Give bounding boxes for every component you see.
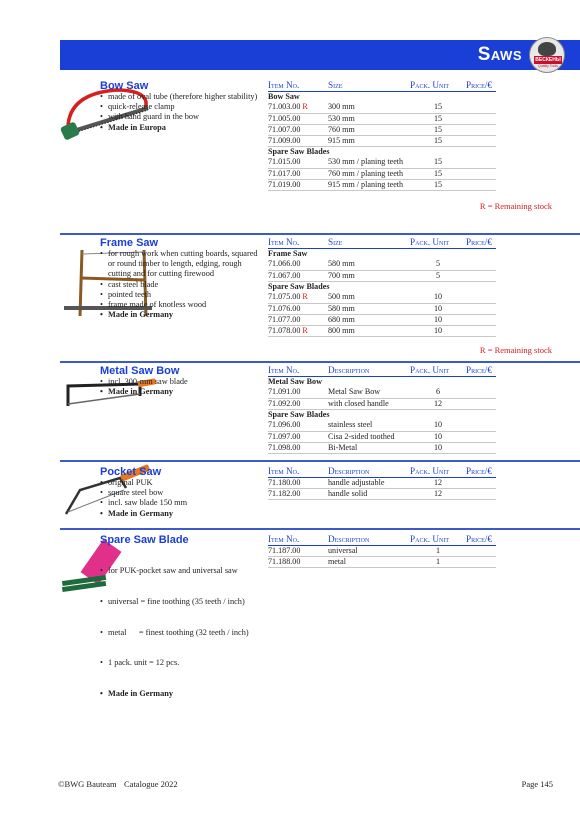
bow-saw-title: Bow Saw (100, 80, 149, 92)
table-row: 71.091.00 Metal Saw Bow 6 (268, 387, 496, 398)
col-price: Price/€ (466, 237, 496, 248)
footer-catalogue: Catalogue 2022 (124, 779, 178, 789)
group-label: Metal Saw Bow (268, 376, 322, 386)
feature-item: • Made in Germany (100, 689, 249, 699)
frame-saw-table (268, 237, 496, 337)
group-label: Spare Saw Blades (268, 281, 330, 291)
table-row: 71.096.00 stainless steel 10 (268, 420, 496, 431)
bow-saw-features (100, 92, 257, 133)
col-description: Description (328, 534, 410, 545)
metal-saw-table (268, 365, 496, 454)
header-banner (60, 40, 580, 70)
col-item-no: Item No. (268, 237, 328, 248)
pocket-saw-features (100, 478, 187, 519)
col-pack-unit: Pack. Unit (410, 365, 466, 376)
feature-item: • incl. 300-mm saw blade (100, 377, 188, 387)
brand-logo (529, 37, 565, 73)
feature-item: or round timber to length, edging, rough (108, 259, 242, 269)
feature-item: • for rough work when cutting boards, squared (100, 249, 258, 259)
col-size: Size (328, 237, 410, 248)
table-row: 71.003.00 R 300 mm 15 (268, 102, 496, 113)
group-label: Spare Saw Blades (268, 409, 330, 419)
section-divider (60, 528, 580, 530)
table-row: 71.067.00 700 mm 5 (268, 270, 496, 281)
bow-saw-table (268, 80, 496, 191)
table-row: 71.007.00 760 mm 15 (268, 124, 496, 135)
col-item-no: Item No. (268, 534, 328, 545)
col-size: Size (328, 80, 410, 91)
col-description: Description (328, 466, 410, 477)
table-row: 71.187.00 universal 1 (268, 545, 496, 556)
col-item-no: Item No. (268, 365, 328, 376)
logo-text: ВЕСКЕНЫ (535, 57, 561, 63)
section-divider (60, 233, 580, 235)
remaining-stock-note: R = Remaining stock (479, 345, 552, 355)
col-price: Price/€ (466, 365, 496, 376)
feature-item: • Made in Europa (100, 123, 257, 133)
feature-item: • incl. saw blade 150 mm (100, 498, 187, 508)
feature-item: • original PUK (100, 478, 187, 488)
table-row: 71.077.00 680 mm 10 (268, 314, 496, 325)
table-row: 71.182.00 handle solid 12 (268, 488, 496, 499)
spare-blade-features (100, 546, 249, 709)
feature-item: • quick-release clamp (100, 102, 257, 112)
remaining-stock-note: R = Remaining stock (479, 201, 552, 211)
feature-item: • 1 pack. unit = 12 pcs. (100, 658, 249, 668)
col-item-no: Item No. (268, 80, 328, 91)
footer-copyright: ©BWG Bauteam (58, 779, 117, 789)
pocket-saw-table (268, 466, 496, 500)
feature-item: • Made in Germany (100, 387, 188, 397)
col-item-no: Item No. (268, 466, 328, 477)
page-title: Saws (477, 44, 522, 65)
spare-blade-title: Spare Saw Blade (100, 534, 189, 546)
col-description: Description (328, 365, 410, 376)
table-row: 71.005.00 530 mm 15 (268, 113, 496, 124)
feature-item: • cast steel blade (100, 280, 258, 290)
footer-page-number: Page 145 (521, 779, 553, 789)
col-pack-unit: Pack. Unit (410, 466, 466, 477)
feature-item: • universal = fine toothing (35 teeth / inch) (100, 597, 249, 607)
feature-item: • frame made of knotless wood (100, 300, 258, 310)
pocket-saw-title: Pocket Saw (100, 466, 162, 478)
col-pack-unit: Pack. Unit (410, 80, 466, 91)
col-pack-unit: Pack. Unit (410, 534, 466, 545)
table-row: 71.019.00 915 mm / planing teeth 15 (268, 179, 496, 190)
col-price: Price/€ (466, 80, 496, 91)
frame-saw-features (100, 249, 258, 320)
table-row: 71.075.00 R 500 mm 10 (268, 292, 496, 303)
feature-item: • with hand guard in the bow (100, 112, 257, 122)
feature-item: • Made in Germany (100, 310, 258, 320)
group-label: Bow Saw (268, 91, 300, 101)
section-divider (60, 361, 580, 363)
feature-item: • square steel bow (100, 488, 187, 498)
table-row: 71.066.00 580 mm 5 (268, 259, 496, 270)
feature-item: cutting and for cutting firewood (108, 269, 214, 279)
metal-saw-title: Metal Saw Bow (100, 365, 180, 377)
feature-item: • Made in Germany (100, 509, 187, 519)
group-label: Frame Saw (268, 248, 308, 258)
table-row: 71.078.00 R 800 mm 10 (268, 325, 496, 336)
group-label: Spare Saw Blades (268, 146, 330, 156)
feature-item: • pointed teeth (100, 290, 258, 300)
table-row: 71.180.00 handle adjustable 12 (268, 477, 496, 488)
col-pack-unit: Pack. Unit (410, 237, 466, 248)
feature-item: • metal = finest toothing (32 teeth / inch) (100, 628, 249, 638)
col-price: Price/€ (466, 466, 496, 477)
table-row: 71.098.00 Bi-Metal 10 (268, 442, 496, 453)
spare-blade-table (268, 534, 496, 568)
feature-item: • made of oval tube (therefore higher stability) (100, 92, 257, 102)
table-row: 71.188.00 metal 1 (268, 556, 496, 567)
table-row: 71.076.00 580 mm 10 (268, 303, 496, 314)
feature-item: • for PUK-pocket saw and universal saw (100, 566, 249, 576)
table-row: 71.015.00 530 mm / planing teeth 15 (268, 157, 496, 168)
table-row: 71.017.00 760 mm / planing teeth 15 (268, 168, 496, 179)
table-row: 71.092.00 with closed handle 12 (268, 398, 496, 409)
frame-saw-title: Frame Saw (100, 237, 159, 249)
metal-saw-features (100, 377, 188, 397)
table-row: 71.097.00 Cisa 2-sided toothed 10 (268, 431, 496, 442)
table-row: 71.009.00 915 mm 15 (268, 135, 496, 146)
logo-subtext: Quality Tools (538, 64, 558, 68)
col-price: Price/€ (466, 534, 496, 545)
section-divider (60, 460, 580, 462)
